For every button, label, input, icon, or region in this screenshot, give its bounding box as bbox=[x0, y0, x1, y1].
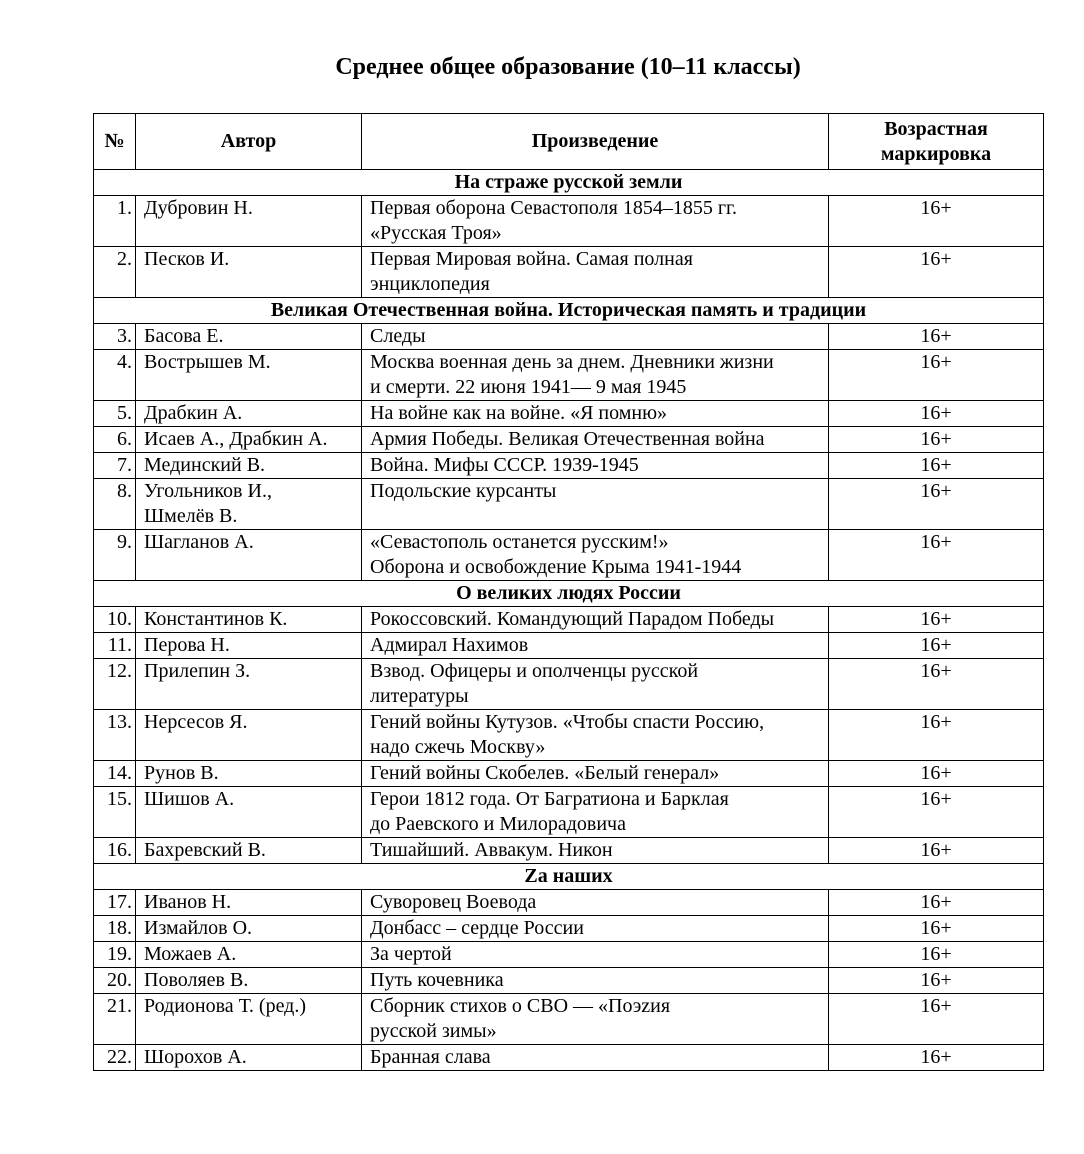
author-line: Драбкин А. bbox=[144, 402, 243, 424]
author-line: Поволяев В. bbox=[144, 969, 249, 991]
table-row bbox=[94, 427, 1044, 453]
row-age-rating: 16+ bbox=[829, 838, 1044, 864]
row-work bbox=[362, 247, 829, 298]
author-line: Можаев А. bbox=[144, 943, 237, 965]
row-work bbox=[362, 916, 829, 942]
row-author bbox=[136, 607, 362, 633]
table-row bbox=[94, 350, 1044, 401]
row-author bbox=[136, 710, 362, 761]
header-age-line-1: Возрастная bbox=[884, 117, 988, 140]
work-line: до Раевского и Милорадовича bbox=[370, 813, 626, 835]
row-work bbox=[362, 710, 829, 761]
author-line: Рунов В. bbox=[144, 762, 219, 784]
work-line: Взвод. Офицеры и ополченцы русской bbox=[370, 660, 699, 682]
table-row bbox=[94, 607, 1044, 633]
header-work: Произведение bbox=[362, 114, 829, 170]
table-row bbox=[94, 787, 1044, 838]
row-number: 13. bbox=[94, 710, 136, 761]
table-body bbox=[94, 170, 1044, 1071]
work-line: За чертой bbox=[370, 943, 452, 965]
row-work bbox=[362, 942, 829, 968]
work-line: Следы bbox=[370, 325, 426, 347]
work-line: Гений войны Кутузов. «Чтобы спасти Россию, bbox=[370, 711, 765, 733]
row-author bbox=[136, 401, 362, 427]
work-line: Адмирал Нахимов bbox=[370, 634, 529, 656]
author-line: Перова Н. bbox=[144, 634, 230, 656]
row-work bbox=[362, 530, 829, 581]
author-line: Прилепин З. bbox=[144, 660, 251, 682]
row-number: 16. bbox=[94, 838, 136, 864]
row-age-rating: 16+ bbox=[829, 453, 1044, 479]
author-line: Константинов К. bbox=[144, 608, 288, 630]
row-age-rating: 16+ bbox=[829, 968, 1044, 994]
row-author bbox=[136, 633, 362, 659]
row-author bbox=[136, 787, 362, 838]
row-age-rating: 16+ bbox=[829, 1045, 1044, 1071]
work-line: энциклопедия bbox=[370, 273, 490, 295]
section-title: О великих людях России bbox=[94, 581, 1044, 607]
table-row bbox=[94, 453, 1044, 479]
row-work bbox=[362, 838, 829, 864]
author-line: Дубровин Н. bbox=[144, 197, 253, 219]
header-num: № bbox=[94, 114, 136, 170]
table-row bbox=[94, 633, 1044, 659]
table-row bbox=[94, 710, 1044, 761]
row-age-rating: 16+ bbox=[829, 942, 1044, 968]
row-author bbox=[136, 324, 362, 350]
work-line: Война. Мифы СССР. 1939-1945 bbox=[370, 454, 639, 476]
row-age-rating: 16+ bbox=[829, 350, 1044, 401]
row-age-rating: 16+ bbox=[829, 607, 1044, 633]
work-line: Суворовец Воевода bbox=[370, 891, 537, 913]
row-age-rating: 16+ bbox=[829, 710, 1044, 761]
row-number: 5. bbox=[94, 401, 136, 427]
row-age-rating: 16+ bbox=[829, 787, 1044, 838]
row-age-rating: 16+ bbox=[829, 994, 1044, 1045]
row-age-rating: 16+ bbox=[829, 916, 1044, 942]
author-line: Басова Е. bbox=[144, 325, 224, 347]
header-age bbox=[829, 114, 1044, 170]
author-line: Мединский В. bbox=[144, 454, 266, 476]
work-line: Сборник стихов о СВО — «Поэzия bbox=[370, 995, 671, 1017]
table-row bbox=[94, 1045, 1044, 1071]
table-row bbox=[94, 838, 1044, 864]
row-work bbox=[362, 1045, 829, 1071]
row-age-rating: 16+ bbox=[829, 530, 1044, 581]
row-number: 12. bbox=[94, 659, 136, 710]
row-work bbox=[362, 427, 829, 453]
header-author: Автор bbox=[136, 114, 362, 170]
row-author bbox=[136, 530, 362, 581]
page-title: Среднее общее образование (10–11 классы) bbox=[335, 54, 801, 80]
row-age-rating: 16+ bbox=[829, 890, 1044, 916]
author-line: Измайлов О. bbox=[144, 917, 253, 939]
row-author bbox=[136, 942, 362, 968]
table-row bbox=[94, 659, 1044, 710]
work-line: Донбасс – сердце России bbox=[370, 917, 584, 939]
header-age-line-2: маркировка bbox=[880, 142, 992, 165]
row-author bbox=[136, 479, 362, 530]
section-row bbox=[94, 581, 1044, 607]
row-number: 6. bbox=[94, 427, 136, 453]
row-work bbox=[362, 607, 829, 633]
row-work bbox=[362, 659, 829, 710]
row-number: 20. bbox=[94, 968, 136, 994]
author-line: Бахревский В. bbox=[144, 839, 266, 861]
work-line: «Русская Троя» bbox=[370, 222, 502, 244]
work-line: Армия Победы. Великая Отечественная война bbox=[370, 428, 765, 450]
table-row bbox=[94, 916, 1044, 942]
row-work bbox=[362, 968, 829, 994]
row-number: 17. bbox=[94, 890, 136, 916]
row-author bbox=[136, 994, 362, 1045]
row-work bbox=[362, 479, 829, 530]
row-age-rating: 16+ bbox=[829, 401, 1044, 427]
work-line: На войне как на войне. «Я помню» bbox=[370, 402, 668, 424]
row-author bbox=[136, 427, 362, 453]
row-author bbox=[136, 968, 362, 994]
work-line: Бранная слава bbox=[370, 1046, 491, 1068]
work-line: «Севастополь останется русским!» bbox=[370, 531, 669, 553]
row-number: 1. bbox=[94, 196, 136, 247]
row-number: 22. bbox=[94, 1045, 136, 1071]
work-line: Путь кочевника bbox=[370, 969, 504, 991]
work-line: русской зимы» bbox=[370, 1020, 497, 1042]
work-line: надо сжечь Москву» bbox=[370, 736, 546, 758]
table-row bbox=[94, 401, 1044, 427]
table-row bbox=[94, 994, 1044, 1045]
author-line: Иванов Н. bbox=[144, 891, 232, 913]
row-number: 19. bbox=[94, 942, 136, 968]
row-work bbox=[362, 324, 829, 350]
work-line: Оборона и освобождение Крыма 1941-1944 bbox=[370, 556, 742, 578]
row-number: 7. bbox=[94, 453, 136, 479]
work-line: Первая оборона Севастополя 1854–1855 гг. bbox=[370, 197, 737, 219]
book-list-table bbox=[93, 113, 1044, 1071]
row-age-rating: 16+ bbox=[829, 761, 1044, 787]
author-line: Нерсесов Я. bbox=[144, 711, 248, 733]
work-line: литературы bbox=[370, 685, 469, 707]
author-line: Шмелёв В. bbox=[144, 505, 238, 527]
row-age-rating: 16+ bbox=[829, 659, 1044, 710]
section-row bbox=[94, 170, 1044, 196]
row-age-rating: 16+ bbox=[829, 479, 1044, 530]
table-row bbox=[94, 479, 1044, 530]
row-author bbox=[136, 916, 362, 942]
row-work bbox=[362, 401, 829, 427]
section-title: Zа наших bbox=[94, 864, 1044, 890]
author-line: Родионова Т. (ред.) bbox=[144, 995, 307, 1017]
table-row bbox=[94, 942, 1044, 968]
row-number: 9. bbox=[94, 530, 136, 581]
row-author bbox=[136, 247, 362, 298]
author-line: Шишов А. bbox=[144, 788, 235, 810]
work-line: и смерти. 22 июня 1941— 9 мая 1945 bbox=[370, 376, 687, 398]
author-line: Песков И. bbox=[144, 248, 230, 270]
table-row bbox=[94, 247, 1044, 298]
work-line: Москва военная день за днем. Дневники жизни bbox=[370, 351, 774, 373]
row-author bbox=[136, 196, 362, 247]
row-number: 4. bbox=[94, 350, 136, 401]
row-number: 3. bbox=[94, 324, 136, 350]
table-row bbox=[94, 890, 1044, 916]
row-work bbox=[362, 350, 829, 401]
work-line: Герои 1812 года. От Багратиона и Барклая bbox=[370, 788, 729, 810]
row-work bbox=[362, 196, 829, 247]
work-line: Подольские курсанты bbox=[370, 480, 557, 502]
author-line: Шагланов А. bbox=[144, 531, 254, 553]
row-author bbox=[136, 890, 362, 916]
row-age-rating: 16+ bbox=[829, 196, 1044, 247]
row-work bbox=[362, 890, 829, 916]
author-line: Вострышев М. bbox=[144, 351, 271, 373]
row-age-rating: 16+ bbox=[829, 427, 1044, 453]
work-line: Гений войны Скобелев. «Белый генерал» bbox=[370, 762, 720, 784]
row-work bbox=[362, 787, 829, 838]
row-number: 2. bbox=[94, 247, 136, 298]
row-work bbox=[362, 761, 829, 787]
row-work bbox=[362, 453, 829, 479]
row-number: 8. bbox=[94, 479, 136, 530]
work-line: Рокоссовский. Командующий Парадом Победы bbox=[370, 608, 775, 630]
table-row bbox=[94, 196, 1044, 247]
row-work bbox=[362, 994, 829, 1045]
row-author bbox=[136, 838, 362, 864]
row-number: 11. bbox=[94, 633, 136, 659]
row-author bbox=[136, 761, 362, 787]
row-number: 18. bbox=[94, 916, 136, 942]
row-author bbox=[136, 453, 362, 479]
row-age-rating: 16+ bbox=[829, 247, 1044, 298]
row-age-rating: 16+ bbox=[829, 324, 1044, 350]
section-row bbox=[94, 864, 1044, 890]
row-work bbox=[362, 633, 829, 659]
section-row bbox=[94, 298, 1044, 324]
row-number: 14. bbox=[94, 761, 136, 787]
row-author bbox=[136, 1045, 362, 1071]
row-author bbox=[136, 350, 362, 401]
table-row bbox=[94, 324, 1044, 350]
section-title: На страже русской земли bbox=[94, 170, 1044, 196]
author-line: Исаев А., Драбкин А. bbox=[144, 428, 328, 450]
table-row bbox=[94, 761, 1044, 787]
table-row bbox=[94, 968, 1044, 994]
author-line: Шорохов А. bbox=[144, 1046, 247, 1068]
row-age-rating: 16+ bbox=[829, 633, 1044, 659]
author-line: Угольников И., bbox=[144, 480, 272, 502]
work-line: Тишайший. Аввакум. Никон bbox=[370, 839, 613, 861]
table-row bbox=[94, 530, 1044, 581]
table-header-row bbox=[94, 114, 1044, 170]
work-line: Первая Мировая война. Самая полная bbox=[370, 248, 693, 270]
row-number: 21. bbox=[94, 994, 136, 1045]
row-author bbox=[136, 659, 362, 710]
row-number: 15. bbox=[94, 787, 136, 838]
row-number: 10. bbox=[94, 607, 136, 633]
section-title: Великая Отечественная война. Историческая память и традиции bbox=[94, 298, 1044, 324]
